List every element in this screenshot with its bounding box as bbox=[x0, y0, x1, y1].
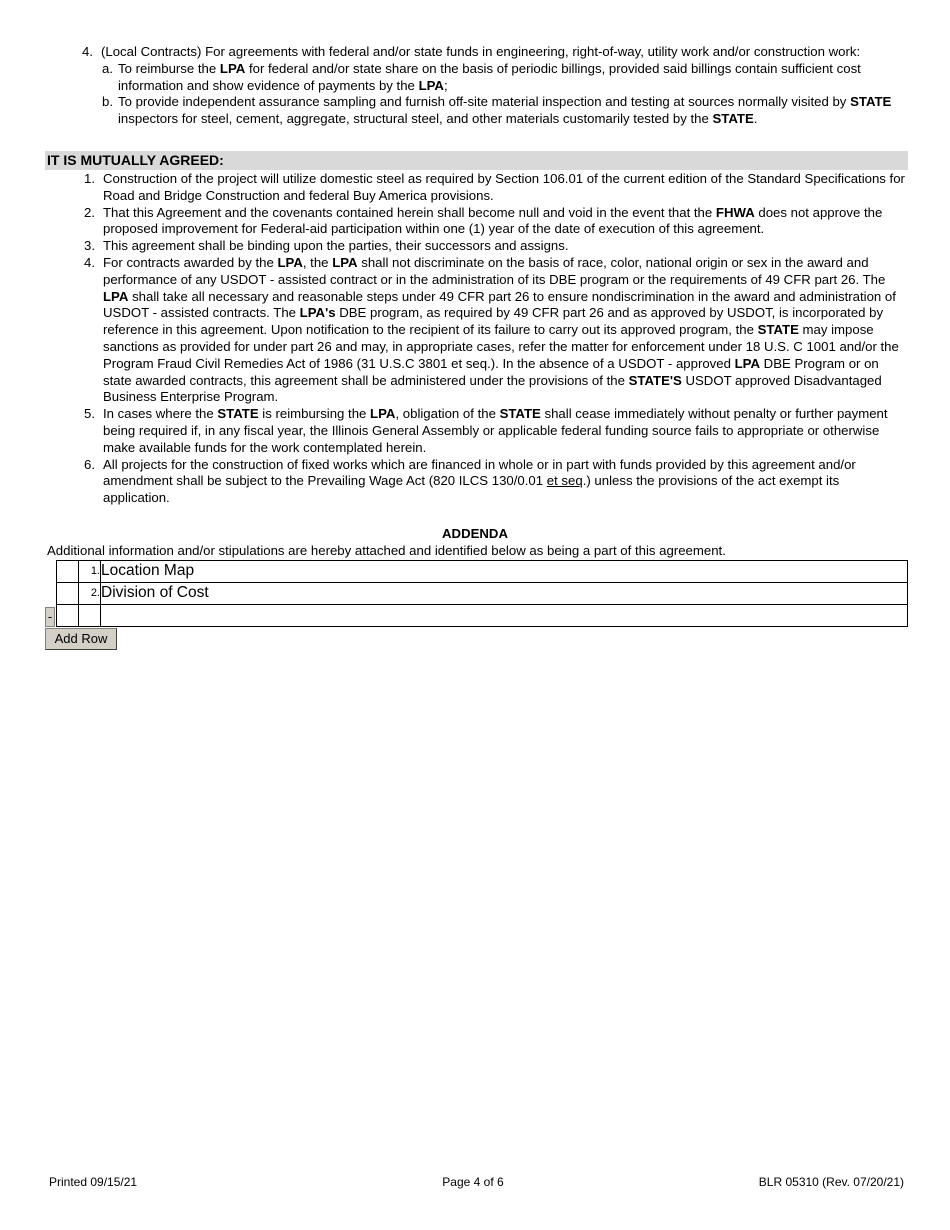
agreed-item-1: 1. Construction of the project will utilize domestic steel as required by Section 106.01 of the current edition of the Standard Specifications for Road and Bridge Construction and federal Buy America provisions. bbox=[84, 171, 905, 203]
footer-page-number: Page 4 of 6 bbox=[442, 1175, 504, 1189]
list-number: 6. bbox=[84, 456, 95, 472]
mutually-agreed-header: IT IS MUTUALLY AGREED: bbox=[45, 151, 908, 170]
agreed-item-5: 5. In cases where the STATE is reimbursing the LPA, obligation of the STATE shall cease immediately without penalty or further payment being required if, in any fiscal year, the Illinois General Assembly or applicable federal funding source fails to appropriate or otherwise make available funds for the work contemplated herein. bbox=[84, 406, 888, 455]
list-number: 3. bbox=[84, 238, 95, 254]
list-letter: a. bbox=[102, 60, 113, 76]
addenda-row bbox=[57, 605, 908, 627]
list-letter: b. bbox=[102, 94, 113, 110]
addenda-row-text-field[interactable]: Location Map bbox=[101, 561, 908, 583]
list-number: 2. bbox=[84, 204, 95, 220]
local-contracts-subitem-b: b. To provide independent assurance sampling and furnish off-site material inspection and testing at sources normally visited by STATE inspectors for steel, cement, aggregate, structural steel, and other materials customarily tested by the STATE. bbox=[102, 94, 892, 127]
addenda-intro: Additional information and/or stipulations are hereby attached and identified below as being a part of this agreement. bbox=[47, 543, 726, 558]
addenda-cell bbox=[57, 561, 79, 583]
addenda-title: ADDENDA bbox=[442, 526, 508, 541]
add-row-button[interactable]: Add Row bbox=[45, 628, 117, 650]
footer-form-id: BLR 05310 (Rev. 07/20/21) bbox=[758, 1175, 904, 1189]
addenda-row bbox=[57, 583, 908, 605]
agreed-item-2: 2. That this Agreement and the covenants contained herein shall become null and void in the event that the FHWA does not approve the proposed improvement for Federal-aid participation within one (1) year of the date of execution of this agreement. bbox=[84, 204, 883, 237]
addenda-row bbox=[57, 561, 908, 583]
footer-printed-date: Printed 09/15/21 bbox=[49, 1175, 138, 1189]
agreed-item-6: 6. All projects for the construction of fixed works which are financed in whole or in part with funds provided by this agreement and/or amendment shall be subject to the Prevailing Wage Act (820 ILCS 130/0.01 et seq.) unless the provisions of the act exempt its application. bbox=[84, 456, 856, 506]
agreed-item-3: 3. This agreement shall be binding upon the parties, their successors and assigns. bbox=[84, 238, 569, 254]
addenda-cell bbox=[57, 583, 79, 605]
delete-row-button[interactable]: - bbox=[45, 607, 55, 627]
local-contracts-section bbox=[82, 44, 901, 128]
addenda-row-number: 1. bbox=[79, 561, 101, 583]
list-number: 1. bbox=[84, 171, 95, 186]
local-contracts-intro: (Local Contracts) For agreements with federal and/or state funds in engineering, right-of-way, utility work and/or construction work: bbox=[101, 44, 861, 59]
list-number: 4. bbox=[84, 254, 95, 270]
addenda-row-text-field[interactable]: Division of Cost bbox=[101, 583, 908, 605]
list-number: 4. bbox=[82, 44, 93, 59]
addenda-cell bbox=[57, 605, 79, 627]
addenda-row-number bbox=[79, 605, 101, 627]
agreed-item-4: 4. For contracts awarded by the LPA, the LPA shall not discriminate on the basis of race, color, national origin or sex in the award and performance of any USDOT - assisted contract or in the administration of its DBE program or the requirements of 49 CFR part 26. The LPA shall take all necessary and reasonable steps under 49 CFR part 26 to ensure nondiscrimination in the award and administration of USDOT - assisted contracts. The LPA's DBE program, as required by 49 CFR part 26 and as approved by USDOT, is incorporated by reference in this agreement. Upon notification to the recipient of its failure to carry out its approved program, the STATE may impose sanctions as provided for under part 26 and may, in appropriate cases, refer the matter for enforcement under 18 U.S. C 1001 and/or the Program Fraud Civil Remedies Act of 1986 (31 U.S.C 3801 et seq.). In the absence of a USDOT - approved LPA DBE Program or on state awarded contracts, this agreement shall be administered under the provisions of the STATE'S USDOT approved Disadvantaged Business Enterprise Program. bbox=[84, 254, 899, 405]
addenda-row-text-field[interactable] bbox=[101, 605, 908, 627]
list-number: 5. bbox=[84, 406, 95, 422]
addenda-row-number: 2. bbox=[79, 583, 101, 605]
local-contracts-item bbox=[82, 44, 901, 61]
addenda-table bbox=[56, 560, 908, 627]
mutually-agreed-list bbox=[84, 171, 907, 507]
local-contracts-subitem-a: a. To reimburse the LPA for federal and/or state share on the basis of periodic billings, provided said billings contain sufficient cost information and show evidence of payments by the LPA; bbox=[102, 60, 861, 93]
